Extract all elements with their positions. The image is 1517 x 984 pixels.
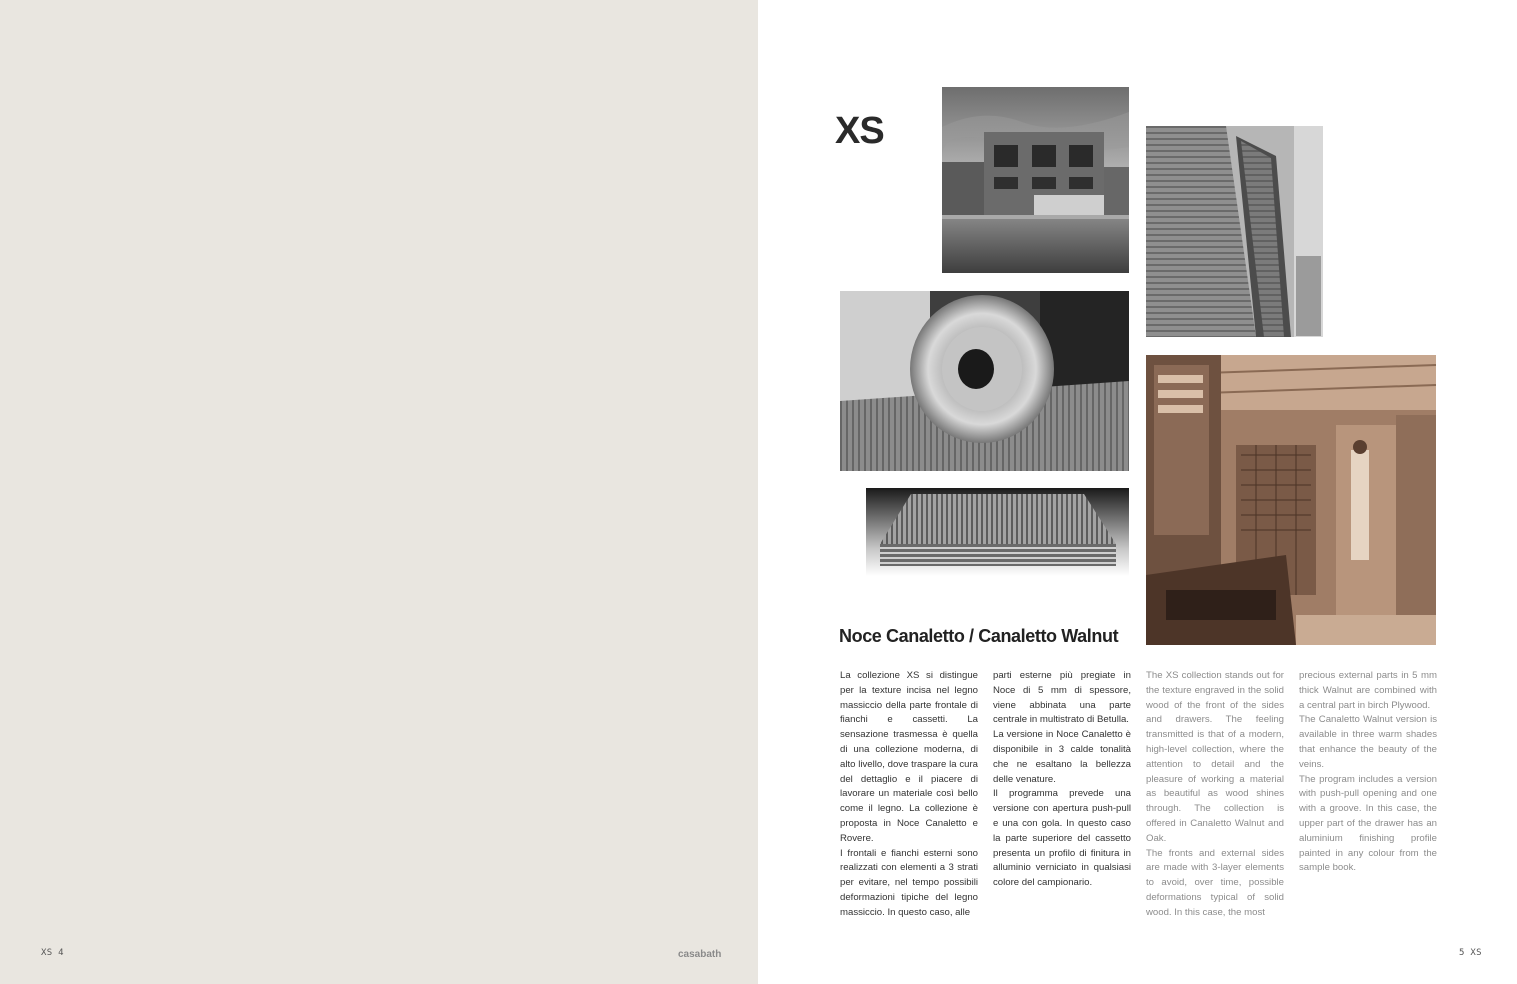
- brand-logo-text: casabath: [678, 949, 722, 960]
- right-folio: 5 XS: [1459, 948, 1482, 958]
- italian-text-column-2: [993, 669, 1131, 891]
- saw-blade-photo: [840, 291, 1129, 471]
- section-heading: Noce Canaletto / Canaletto Walnut: [839, 626, 1119, 646]
- paragraph: precious external parts in 5 mm thick Walnut are combined with a central part in birch Plywood.: [1299, 670, 1437, 711]
- page-title: XS: [835, 110, 884, 152]
- plywood-layers-photo: [1146, 126, 1323, 337]
- factory-sepia-photo: [1146, 355, 1436, 645]
- paragraph: I frontali e fianchi esterni sono realizzati con elementi a 3 strati per evitare, nel tempo possibili deformazioni tipiche del legno massiccio. In questo caso, alle: [840, 847, 978, 918]
- left-folio: XS 4: [41, 948, 64, 958]
- paragraph: The XS collection stands out for the texture engraved in the solid wood of the front of the sides and drawers. The feeling transmitted is that of a modern, high-level collection, where the attention to detail and the pleasure of working a material as beautiful as wood shines through. The collection is offered in Canaletto Walnut and Oak.: [1146, 670, 1284, 844]
- paragraph: La collezione XS si distingue per la texture incisa nel legno massiccio della parte frontale di fianchi e cassetti. La sensazione trasmessa è quella di una collezione moderna, di alto livello, dove traspare la cura del dettaglio e il piacere di lavorare un materiale così bello come il legno. La collezione è proposta in Noce Canaletto e Rovere.: [840, 670, 978, 844]
- left-page: [0, 0, 758, 984]
- english-text-column-2: [1299, 669, 1437, 876]
- english-text-column-1: [1146, 669, 1284, 921]
- paragraph: The Canaletto Walnut version is available in three warm shades that enhance the beauty of the veins.: [1299, 714, 1437, 770]
- paragraph: Il programma prevede una versione con apertura push-pull e una con gola. In questo caso la parte superiore del cassetto presenta un profilo di finitura in alluminio verniciato in qualsiasi colore del campionario.: [993, 788, 1131, 889]
- building-photo: [942, 87, 1129, 273]
- italian-text-column-1: [840, 669, 978, 921]
- paragraph: La versione in Noce Canaletto è disponibile in 3 calde tonalità che ne esaltano la bellezza delle venature.: [993, 729, 1131, 785]
- paragraph: The fronts and external sides are made with 3-layer elements to avoid, over time, possible deformations typical of solid wood. In this case, the most: [1146, 847, 1284, 918]
- paragraph: The program includes a version with push-pull opening and one with a groove. In this case, the upper part of the drawer has an aluminium finishing profile painted in any colour from the sample book.: [1299, 773, 1437, 874]
- paragraph: parti esterne più pregiate in Noce di 5 mm di spessore, viene abbinata una parte centrale in multistrato di Betulla.: [993, 670, 1131, 726]
- grooved-panel-photo: [866, 488, 1129, 576]
